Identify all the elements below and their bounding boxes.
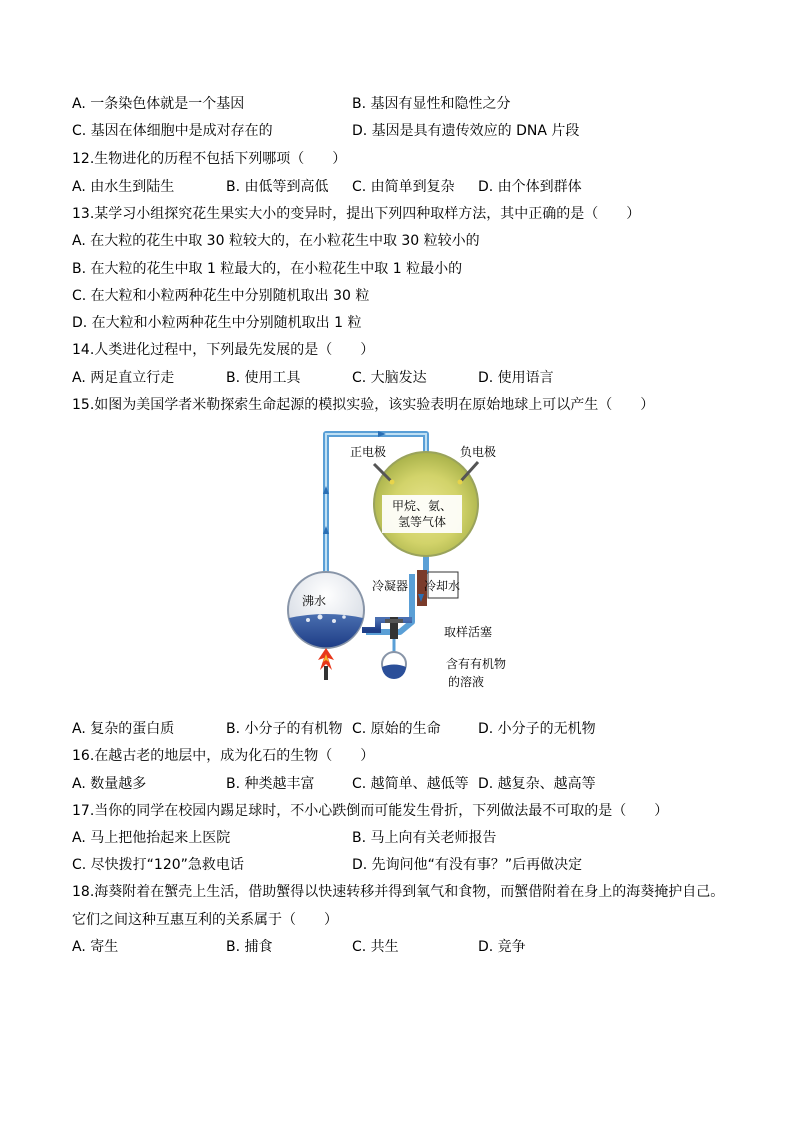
q16-option-b: B. 种类越丰富	[226, 776, 315, 792]
q16-option-a: A. 数量越多	[72, 776, 147, 792]
q18-option-b: B. 捕食	[226, 939, 273, 955]
q13-option-b: B. 在大粒的花生中取 1 粒最大的，在小粒花生中取 1 粒最小的	[72, 261, 463, 277]
solution-label-line1: 含有有机物	[445, 657, 507, 671]
q12-option-b: B. 由低等到高低	[226, 179, 329, 195]
positive-electrode-label: 正电极	[349, 445, 387, 459]
boiling-water-flask	[288, 572, 364, 648]
condenser	[372, 570, 460, 606]
q14-stem: 14.人类进化过程中，下列最先发展的是（ ）	[72, 342, 375, 358]
q14-option-a: A. 两足直立行走	[72, 370, 175, 386]
q16-option-d: D. 越复杂、越高等	[478, 776, 596, 792]
q13-option-a: A. 在大粒的花生中取 30 粒较大的，在小粒花生中取 30 粒较小的	[72, 233, 480, 249]
q11-option-c: C. 基因在体细胞中是成对存在的	[72, 123, 273, 139]
gas-label-line1: 甲烷、氨、	[391, 499, 453, 513]
q18-stem-line1: 18.海葵附着在蟹壳上生活，借助蟹得以快速转移并得到氧气和食物，而蟹借附着在身上的海葵掩护自己。	[72, 884, 725, 900]
q11-option-d: D. 基因是具有遗传效应的 DNA 片段	[352, 123, 580, 139]
q14-option-d: D. 使用语言	[478, 370, 554, 386]
q12-option-d: D. 由个体到群体	[478, 179, 582, 195]
q17-option-c: C. 尽快拨打“120”急救电话	[72, 857, 244, 873]
q17-option-a: A. 马上把他抬起来上医院	[72, 830, 231, 846]
sampling-valve-label: 取样活塞	[443, 625, 493, 639]
flame-icon	[318, 648, 334, 680]
q13-option-d: D. 在大粒和小粒两种花生中分别随机取出 1 粒	[72, 315, 362, 331]
negative-electrode-label: 负电极	[459, 445, 497, 459]
boiling-water-label: 沸水	[301, 594, 327, 608]
q14-option-b: B. 使用工具	[226, 370, 301, 386]
q16-option-c: C. 越简单、越低等	[352, 776, 469, 792]
condenser-label: 冷凝器	[371, 579, 409, 593]
q15-option-d: D. 小分子的无机物	[478, 721, 596, 737]
q17-option-b: B. 马上向有关老师报告	[352, 830, 497, 846]
q18-stem-line2: 它们之间这种互惠互利的关系属于（ ）	[72, 912, 338, 928]
q13-option-c: C. 在大粒和小粒两种花生中分别随机取出 30 粒	[72, 288, 370, 304]
q18-option-a: A. 寄生	[72, 939, 119, 955]
solution-label-line2: 的溶液	[447, 675, 485, 689]
q12-option-a: A. 由水生到陆生	[72, 179, 175, 195]
miller-experiment-diagram	[278, 424, 514, 696]
q17-option-d: D. 先询问他“有没有事？”后再做决定	[352, 857, 583, 873]
q12-option-c: C. 由简单到复杂	[352, 179, 455, 195]
gas-flask	[374, 452, 478, 556]
q14-option-c: C. 大脑发达	[352, 370, 427, 386]
positive-electrode	[350, 444, 395, 485]
q18-option-c: C. 共生	[352, 939, 399, 955]
q11-option-a: A. 一条染色体就是一个基因	[72, 96, 245, 112]
negative-electrode	[458, 444, 497, 485]
q11-option-b: B. 基因有显性和隐性之分	[352, 96, 511, 112]
gas-label-line2: 氢等气体	[397, 515, 447, 529]
q15-stem: 15.如图为美国学者米勒探索生命起源的模拟实验，该实验表明在原始地球上可以产生（ ）	[72, 397, 655, 413]
q18-option-d: D. 竞争	[478, 939, 526, 955]
q15-option-b: B. 小分子的有机物	[226, 721, 343, 737]
q16-stem: 16.在越古老的地层中，成为化石的生物（ ）	[72, 748, 375, 764]
q15-option-c: C. 原始的生命	[352, 721, 441, 737]
q12-stem: 12.生物进化的历程不包括下列哪项（ ）	[72, 151, 347, 167]
q13-stem: 13.某学习小组探究花生果实大小的变异时，提出下列四种取样方法，其中正确的是（ ）	[72, 206, 641, 222]
q17-stem: 17.当你的同学在校园内踢足球时，不小心跌倒而可能发生骨折，下列做法最不可取的是（ ）	[72, 803, 669, 819]
q15-option-a: A. 复杂的蛋白质	[72, 721, 175, 737]
cooling-water-label: 冷却水	[423, 579, 461, 593]
sample-flask	[382, 639, 506, 689]
